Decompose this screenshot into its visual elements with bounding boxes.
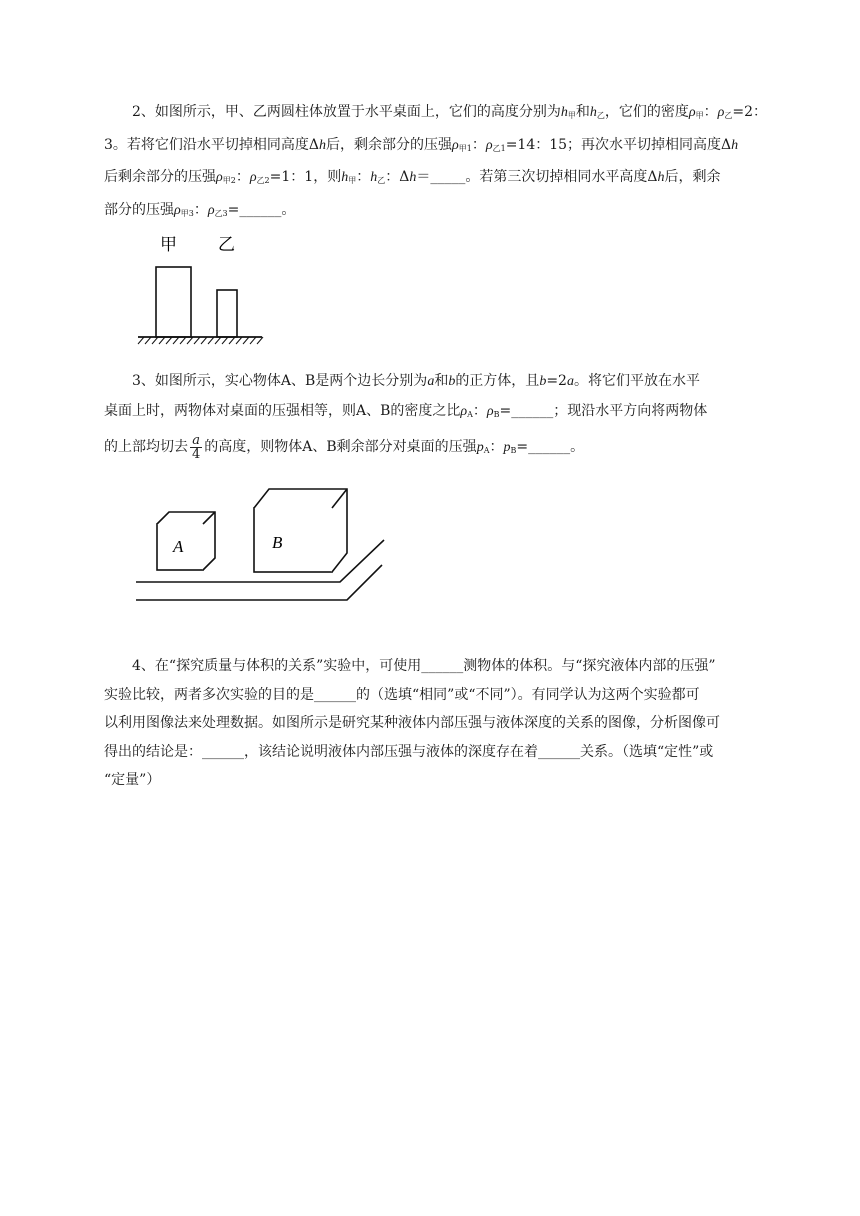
label-yi: 乙: [218, 235, 235, 255]
question-4: [104, 652, 804, 795]
q3-line-2: 桌面上时，两物体对桌面的压强相等，则A、B的密度之比$\rho_A$：$\rho_B=\_\_\_\_\_\_$；现沿水平方向将两物体: [104, 402, 708, 419]
q2-figure: [136, 232, 266, 348]
q4-line-5: “定量”）: [104, 772, 161, 788]
q4-line-3: 以利用图像法来处理数据。如图所示是研究某种液体内部压强与液体深度的关系的图像，分析图像可: [104, 715, 720, 731]
q3-line-1: 3、如图所示，实心物体A、B是两个边长分别为a和b的正方体，且b=2a。将它们平放在水平: [132, 373, 700, 389]
label-b: B: [272, 533, 283, 552]
label-a: A: [173, 537, 184, 556]
cylinder-yi: [217, 290, 237, 337]
question-3: [104, 367, 804, 469]
cube-a: [157, 512, 215, 570]
q2-line-4: 部分的压强$\rho_{甲3}$：$\rho_{乙3}=\_\_\_\_\_\_$。: [104, 201, 296, 218]
cube-b: [254, 489, 347, 572]
cylinder-jia: [156, 267, 191, 337]
question-2: [104, 98, 804, 228]
q4-line-1: 4、在“探究质量与体积的关系”实验中，可使用______测物体的体积。与“探究液体内部的压强”: [132, 658, 716, 674]
q2-line-3: 后剩余部分的压强$\rho_{甲2}$：$\rho_{乙2}=1$：1，则$h_甲$：$h_乙$：Δh＝_____。若第三次切掉相同水平高度Δh后，剩余: [104, 169, 721, 185]
label-jia: 甲: [160, 235, 177, 255]
q4-line-4: 得出的结论是：______，该结论说明液体内部压强与液体的深度存在着______关系。（选填“定性”或: [104, 743, 714, 760]
table-hatching: [138, 337, 263, 344]
fraction-a-over-4: $\frac{a}{4}$: [192, 432, 201, 462]
q3-figure: [136, 486, 386, 606]
q4-line-2: 实验比较，两者多次实验的目的是______的（选填“相同”或“不同”）。有同学认为这两个实验都可: [104, 686, 700, 703]
q2-line-2: 3。若将它们沿水平切掉相同高度Δh后，剩余部分的压强$\rho_{甲1}$：$\rho_{乙1}=14$：15；再次水平切掉相同高度Δh: [104, 136, 739, 153]
q2-line-1: 2、如图所示，甲、乙两圆柱体放置于水平桌面上，它们的高度分别为$h_甲$和$h_乙$，它们的密度$\rho_甲$：$\rho_乙=2$：: [132, 104, 768, 120]
q3-line-3: 的上部均切去 $\frac{a}{4}$ 的高度，则物体A、B剩余部分对桌面的压强$p_A$：$p_B=\_\_\_\_\_\_$。: [104, 432, 585, 462]
